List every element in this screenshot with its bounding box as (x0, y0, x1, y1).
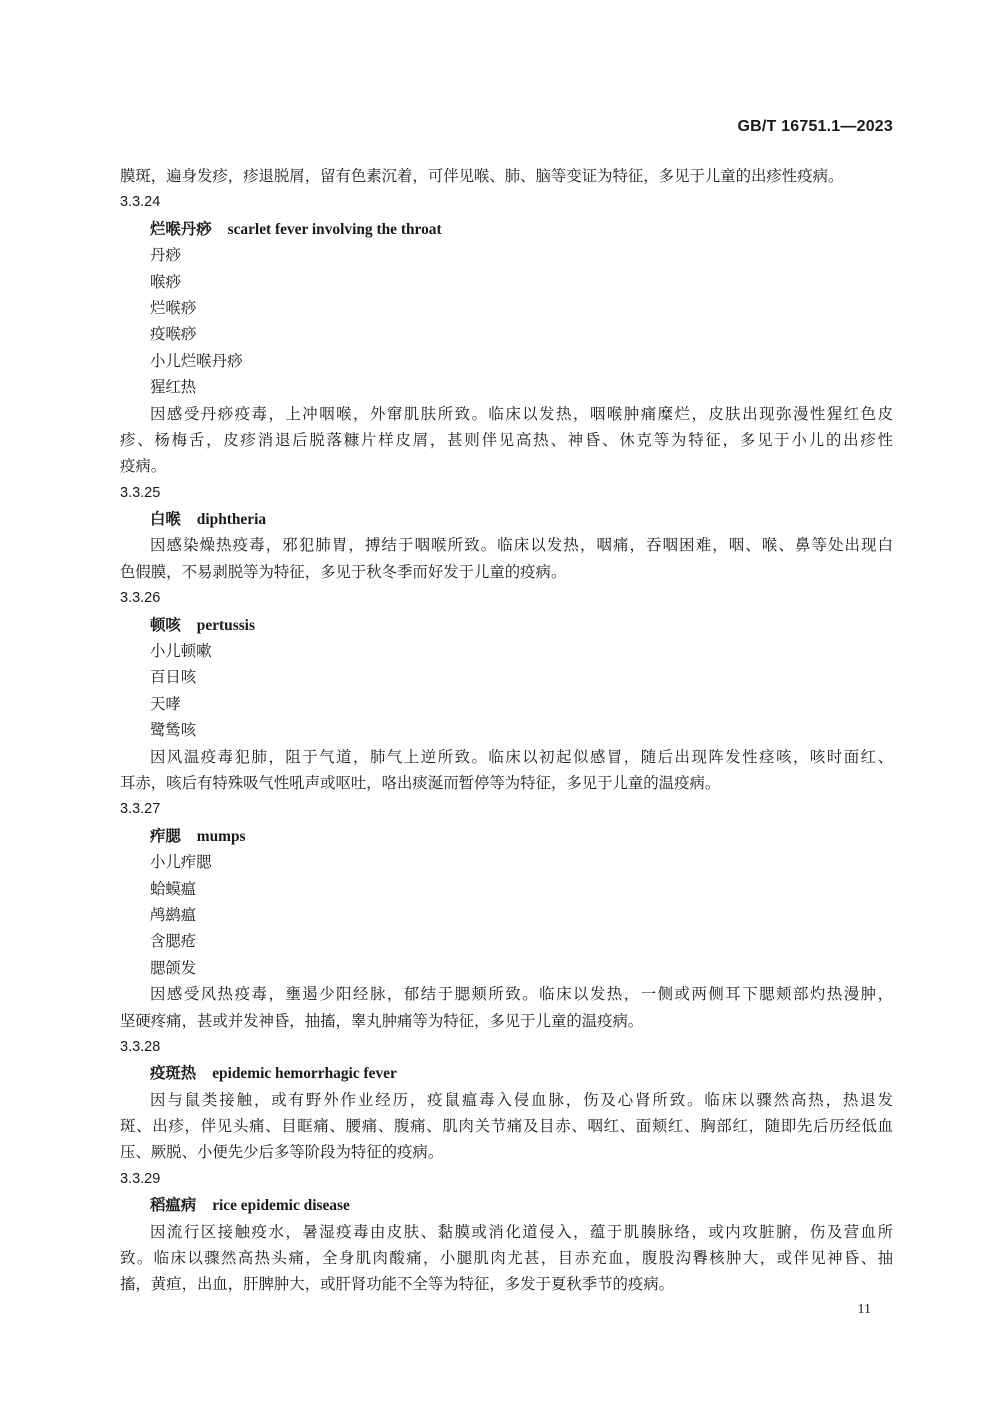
definition-line: 耳赤，咳后有特殊吸气性吼声或呕吐，咯出痰涎而暂停等为特征，多见于儿童的温疫病。 (120, 773, 721, 792)
page-number: 11 (857, 1302, 871, 1317)
definition-line: 因风温疫毒犯肺，阻于气道，肺气上逆所致。临床以初起似感冒，随后出现阵发性痉咳，咳时面红、 (150, 747, 893, 766)
term-zh: 烂喉丹痧 (150, 219, 212, 238)
term-en: diphtheria (196, 511, 267, 529)
synonym: 鹭鸶咳 (150, 721, 197, 740)
definition-line: 色假膜，不易剥脱等为特征，多见于秋冬季而好发于儿童的疫病。 (120, 562, 567, 581)
term-heading (120, 506, 893, 532)
definition-line: 疹、杨梅舌，皮疹消退后脱落糠片样皮屑，甚则伴见高热、神昏、休克等为特征，多见于小儿的出疹性 (120, 430, 893, 449)
definition-line: 因感染燥热疫毒，邪犯肺胃，搏结于咽喉所致。临床以发热，咽痛，吞咽困难，咽、喉、鼻等处出现白 (150, 536, 893, 555)
synonym: 鸬鹚瘟 (150, 905, 197, 924)
synonym: 小儿烂喉丹痧 (150, 351, 243, 370)
synonym: 含腮疮 (150, 932, 197, 951)
standard-id: GB/T 16751.1—2023 (737, 118, 893, 135)
term-heading (120, 823, 893, 849)
clause-number: 3.3.29 (120, 1170, 161, 1187)
definition-line: 因与鼠类接触，或有野外作业经历，疫鼠瘟毒入侵血脉，伤及心肾所致。临床以骤然高热，热退发 (150, 1090, 893, 1109)
continuation-line: 膜斑，遍身发疹，疹退脱屑，留有色素沉着，可伴见喉、肺、脑等变证为特征，多见于儿童的出疹性疫病。 (120, 167, 844, 185)
term-zh: 顿咳 (150, 615, 181, 634)
synonym: 丹痧 (150, 246, 181, 265)
definition-line: 坚硬疼痛，甚或并发神昏，抽搐，睾丸肿痛等为特征，多见于儿童的温疫病。 (120, 1011, 644, 1030)
definition-line: 斑、出疹，伴见头痛、目眶痛、腰痛、腹痛、肌肉关节痛及目赤、咽红、面颊红、胸部红，随即先后历经低血 (120, 1117, 893, 1136)
clause-number: 3.3.28 (120, 1038, 161, 1055)
definition-line: 因流行区接触疫水，暑湿疫毒由皮肤、黏膜或消化道侵入，蕴于肌腠脉络，或内攻脏腑，伤及营血所 (150, 1222, 893, 1241)
synonym: 喉痧 (150, 272, 181, 291)
definition-line: 因感受丹痧疫毒，上冲咽喉，外窜肌肤所致。临床以发热，咽喉肿痛糜烂，皮肤出现弥漫性猩红色皮 (150, 404, 893, 423)
clause-number: 3.3.24 (120, 194, 161, 211)
definition-line: 搐，黄疸，出血，肝脾肿大，或肝肾功能不全等为特征，多发于夏秋季节的疫病。 (120, 1275, 675, 1294)
synonym: 猩红热 (150, 378, 197, 397)
term-en: mumps (196, 827, 246, 845)
clause-number: 3.3.26 (120, 590, 161, 607)
term-zh: 痄腮 (150, 826, 181, 845)
term-zh: 白喉 (150, 510, 181, 529)
synonym: 腮颌发 (150, 958, 197, 977)
term-zh: 疫斑热 (150, 1064, 197, 1083)
term-heading (120, 216, 893, 242)
definition-line: 致。临床以骤然高热头痛，全身肌肉酸痛，小腿肌肉尤甚，目赤充血，腹股沟臖核肿大，或伴见神昏、抽 (120, 1249, 893, 1268)
term-zh: 稻瘟病 (150, 1196, 197, 1215)
term-en: pertussis (196, 616, 255, 634)
synonym: 烂喉痧 (150, 298, 197, 317)
definition-line: 压、厥脱、小便先少后多等阶段为特征的疫病。 (120, 1143, 444, 1162)
definition-line: 疫病。 (120, 457, 167, 476)
clause-number: 3.3.27 (120, 801, 161, 818)
term-en: epidemic hemorrhagic fever (212, 1065, 397, 1083)
synonym: 疫喉痧 (150, 325, 197, 344)
term-heading (120, 1192, 893, 1218)
synonym: 小儿痄腮 (150, 853, 212, 872)
term-en: rice epidemic disease (212, 1197, 350, 1215)
term-en: scarlet fever involving the throat (227, 220, 442, 238)
synonym: 百日咳 (150, 668, 197, 687)
synonym: 蛤蟆瘟 (150, 879, 197, 898)
synonym: 天哮 (150, 694, 181, 713)
page-body (120, 163, 893, 1298)
clause-number: 3.3.25 (120, 484, 161, 501)
term-heading (120, 1060, 893, 1086)
definition-line: 因感受风热疫毒，壅遏少阳经脉，郁结于腮颊所致。临床以发热，一侧或两侧耳下腮颊部灼热漫肿， (150, 985, 893, 1004)
synonym: 小儿顿嗽 (150, 642, 212, 661)
term-heading (120, 612, 893, 638)
